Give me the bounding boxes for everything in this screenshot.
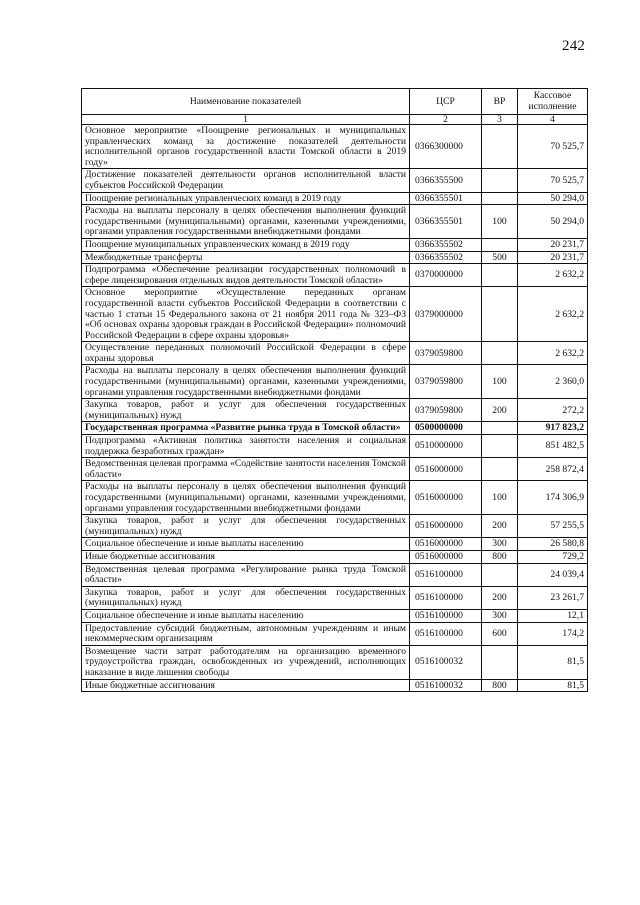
row-vr-code: 200 bbox=[482, 399, 518, 422]
row-amount: 272,2 bbox=[518, 399, 588, 422]
row-csr-code: 0370000000 bbox=[410, 264, 482, 287]
row-name: Поощрение региональных управленческих команд в 2019 году bbox=[82, 192, 410, 205]
row-name: Закупка товаров, работ и услуг для обеспечения государственных (муниципальных) нужд bbox=[82, 399, 410, 422]
header-amount: Кассовое исполнение bbox=[518, 89, 588, 115]
row-csr-code: 0510000000 bbox=[410, 435, 482, 458]
row-vr-code bbox=[482, 264, 518, 287]
header-csr: ЦСР bbox=[410, 89, 482, 115]
row-vr-code bbox=[482, 458, 518, 481]
row-amount: 70 525,7 bbox=[518, 169, 588, 192]
row-vr-code: 200 bbox=[482, 586, 518, 609]
row-csr-code: 0366355502 bbox=[410, 238, 482, 251]
table-row bbox=[82, 550, 588, 563]
row-name: Основное мероприятие «Поощрение региональных и муниципальных управленческих команд за достижение показателей деятельности исполнительной органов государственной власти Томской области в 2019 году» bbox=[82, 125, 410, 169]
table-row bbox=[82, 458, 588, 481]
row-vr-code bbox=[482, 287, 518, 342]
row-name: Основное мероприятие «Осуществление переданных органам государственной власти субъектов Российской Федерации в соответствии с частью 1 статьи 15 Федерального закона от 21 ноября 2011 года № 323–ФЗ «Об основах охраны здоровья граждан в Российской Федерации» полномочий Российской Федерации в сфере охраны здоровья» bbox=[82, 287, 410, 342]
row-vr-code: 300 bbox=[482, 609, 518, 622]
row-name: Закупка товаров, работ и услуг для обеспечения государственных (муниципальных) нужд bbox=[82, 515, 410, 538]
table-row bbox=[82, 125, 588, 169]
row-name: Расходы на выплаты персоналу в целях обеспечения выполнения функций государственными (муниципальными) органами, казенными учреждениями, органами управления государственными внебюджетными фондами bbox=[82, 481, 410, 515]
row-name: Социальное обеспечение и иные выплаты населению bbox=[82, 609, 410, 622]
row-name: Расходы на выплаты персоналу в целях обеспечения выполнения функций государственными (муниципальными) органами, казенными учреждениями, органами управления государственными внебюджетными фондами bbox=[82, 205, 410, 239]
table-row bbox=[82, 205, 588, 239]
table-row bbox=[82, 264, 588, 287]
row-name: Иные бюджетные ассигнования bbox=[82, 679, 410, 692]
row-vr-code: 500 bbox=[482, 251, 518, 264]
table-row bbox=[82, 399, 588, 422]
row-csr-code: 0379059800 bbox=[410, 342, 482, 365]
table-row bbox=[82, 609, 588, 622]
table-row bbox=[82, 251, 588, 264]
table-row bbox=[82, 238, 588, 251]
row-amount: 20 231,7 bbox=[518, 251, 588, 264]
row-name: Подпрограмма «Активная политика занятости населения и социальная поддержка безработных граждан» bbox=[82, 435, 410, 458]
row-name: Социальное обеспечение и иные выплаты населению bbox=[82, 538, 410, 551]
row-vr-code bbox=[482, 125, 518, 169]
row-csr-code: 0516000000 bbox=[410, 481, 482, 515]
row-name: Закупка товаров, работ и услуг для обеспечения государственных (муниципальных) нужд bbox=[82, 586, 410, 609]
row-name: Ведомственная целевая программа «Содействие занятости населения Томской области» bbox=[82, 458, 410, 481]
row-csr-code: 0516100000 bbox=[410, 622, 482, 645]
table-row bbox=[82, 645, 588, 679]
row-vr-code: 300 bbox=[482, 538, 518, 551]
table-row bbox=[82, 538, 588, 551]
row-csr-code: 0516000000 bbox=[410, 550, 482, 563]
budget-table bbox=[81, 88, 588, 692]
row-csr-code: 0379059800 bbox=[410, 365, 482, 399]
header-vr: ВР bbox=[482, 89, 518, 115]
row-vr-code bbox=[482, 169, 518, 192]
row-amount: 729,2 bbox=[518, 550, 588, 563]
table-row bbox=[82, 622, 588, 645]
table-row bbox=[82, 586, 588, 609]
row-amount: 2 632,2 bbox=[518, 342, 588, 365]
row-name: Межбюджетные трансферты bbox=[82, 251, 410, 264]
row-amount: 174,2 bbox=[518, 622, 588, 645]
row-amount: 12,1 bbox=[518, 609, 588, 622]
row-name: Ведомственная целевая программа «Регулирование рынка труда Томской области» bbox=[82, 563, 410, 586]
row-amount: 23 261,7 bbox=[518, 586, 588, 609]
column-index: 4 bbox=[518, 115, 588, 125]
row-amount: 50 294,0 bbox=[518, 192, 588, 205]
table-row bbox=[82, 481, 588, 515]
table-header-row bbox=[82, 89, 588, 115]
row-vr-code bbox=[482, 192, 518, 205]
row-amount: 917 823,2 bbox=[518, 422, 588, 435]
row-amount: 258 872,4 bbox=[518, 458, 588, 481]
table-row bbox=[82, 422, 588, 435]
row-csr-code: 0516100032 bbox=[410, 645, 482, 679]
table-row bbox=[82, 342, 588, 365]
row-amount: 81,5 bbox=[518, 679, 588, 692]
row-vr-code: 800 bbox=[482, 679, 518, 692]
table-row bbox=[82, 365, 588, 399]
row-amount: 81,5 bbox=[518, 645, 588, 679]
row-amount: 2 632,2 bbox=[518, 264, 588, 287]
row-csr-code: 0366355501 bbox=[410, 205, 482, 239]
table-row bbox=[82, 192, 588, 205]
row-vr-code: 800 bbox=[482, 550, 518, 563]
row-vr-code: 100 bbox=[482, 365, 518, 399]
row-csr-code: 0366300000 bbox=[410, 125, 482, 169]
row-vr-code bbox=[482, 563, 518, 586]
column-index: 3 bbox=[482, 115, 518, 125]
row-vr-code: 100 bbox=[482, 481, 518, 515]
row-amount: 2 360,0 bbox=[518, 365, 588, 399]
table-row bbox=[82, 563, 588, 586]
row-vr-code bbox=[482, 238, 518, 251]
table-row bbox=[82, 169, 588, 192]
row-vr-code bbox=[482, 435, 518, 458]
row-csr-code: 0516100000 bbox=[410, 563, 482, 586]
row-vr-code: 200 bbox=[482, 515, 518, 538]
row-name: Поощрение муниципальных управленческих команд в 2019 году bbox=[82, 238, 410, 251]
row-csr-code: 0366355502 bbox=[410, 251, 482, 264]
row-csr-code: 0516000000 bbox=[410, 515, 482, 538]
row-amount: 20 231,7 bbox=[518, 238, 588, 251]
row-vr-code: 100 bbox=[482, 205, 518, 239]
row-csr-code: 0379059800 bbox=[410, 399, 482, 422]
row-amount: 2 632,2 bbox=[518, 287, 588, 342]
row-csr-code: 0516000000 bbox=[410, 538, 482, 551]
row-csr-code: 0516000000 bbox=[410, 458, 482, 481]
column-index: 2 bbox=[410, 115, 482, 125]
row-vr-code: 600 bbox=[482, 622, 518, 645]
table-row bbox=[82, 435, 588, 458]
row-vr-code bbox=[482, 645, 518, 679]
row-amount: 57 255,5 bbox=[518, 515, 588, 538]
row-amount: 70 525,7 bbox=[518, 125, 588, 169]
row-csr-code: 0500000000 bbox=[410, 422, 482, 435]
header-name: Наименование показателей bbox=[82, 89, 410, 115]
row-name: Осуществление переданных полномочий Российской Федерации в сфере охраны здоровья bbox=[82, 342, 410, 365]
table-body bbox=[82, 125, 588, 692]
row-name: Иные бюджетные ассигнования bbox=[82, 550, 410, 563]
row-name: Предоставление субсидий бюджетным, автономным учреждениям и иным некоммерческим организациям bbox=[82, 622, 410, 645]
column-index: 1 bbox=[82, 115, 410, 125]
row-vr-code bbox=[482, 342, 518, 365]
row-amount: 26 580,8 bbox=[518, 538, 588, 551]
row-name: Достижение показателей деятельности органов исполнительной власти субъектов Российской Федерации bbox=[82, 169, 410, 192]
table-row bbox=[82, 515, 588, 538]
row-amount: 24 039,4 bbox=[518, 563, 588, 586]
page-number: 242 bbox=[562, 38, 586, 54]
row-name: Государственная программа «Развитие рынка труда в Томской области» bbox=[82, 422, 410, 435]
row-csr-code: 0516100000 bbox=[410, 609, 482, 622]
row-csr-code: 0366355500 bbox=[410, 169, 482, 192]
row-amount: 50 294,0 bbox=[518, 205, 588, 239]
row-amount: 851 482,5 bbox=[518, 435, 588, 458]
row-amount: 174 306,9 bbox=[518, 481, 588, 515]
row-csr-code: 0516100032 bbox=[410, 679, 482, 692]
row-csr-code: 0516100000 bbox=[410, 586, 482, 609]
row-name: Возмещение части затрат работодателям на организацию временного трудоустройства граждан, освобожденных из учреждений, исполняющих наказание в виде лишения свободы bbox=[82, 645, 410, 679]
row-vr-code bbox=[482, 422, 518, 435]
table-row bbox=[82, 679, 588, 692]
row-csr-code: 0366355501 bbox=[410, 192, 482, 205]
row-csr-code: 0379000000 bbox=[410, 287, 482, 342]
table-row bbox=[82, 287, 588, 342]
column-index-row bbox=[82, 115, 588, 125]
row-name: Подпрограмма «Обеспечение реализации государственных полномочий в сфере лицензирования отдельных видов деятельности Томской области» bbox=[82, 264, 410, 287]
row-name: Расходы на выплаты персоналу в целях обеспечения выполнения функций государственными (муниципальными) органами, казенными учреждениями, органами управления государственными внебюджетными фондами bbox=[82, 365, 410, 399]
